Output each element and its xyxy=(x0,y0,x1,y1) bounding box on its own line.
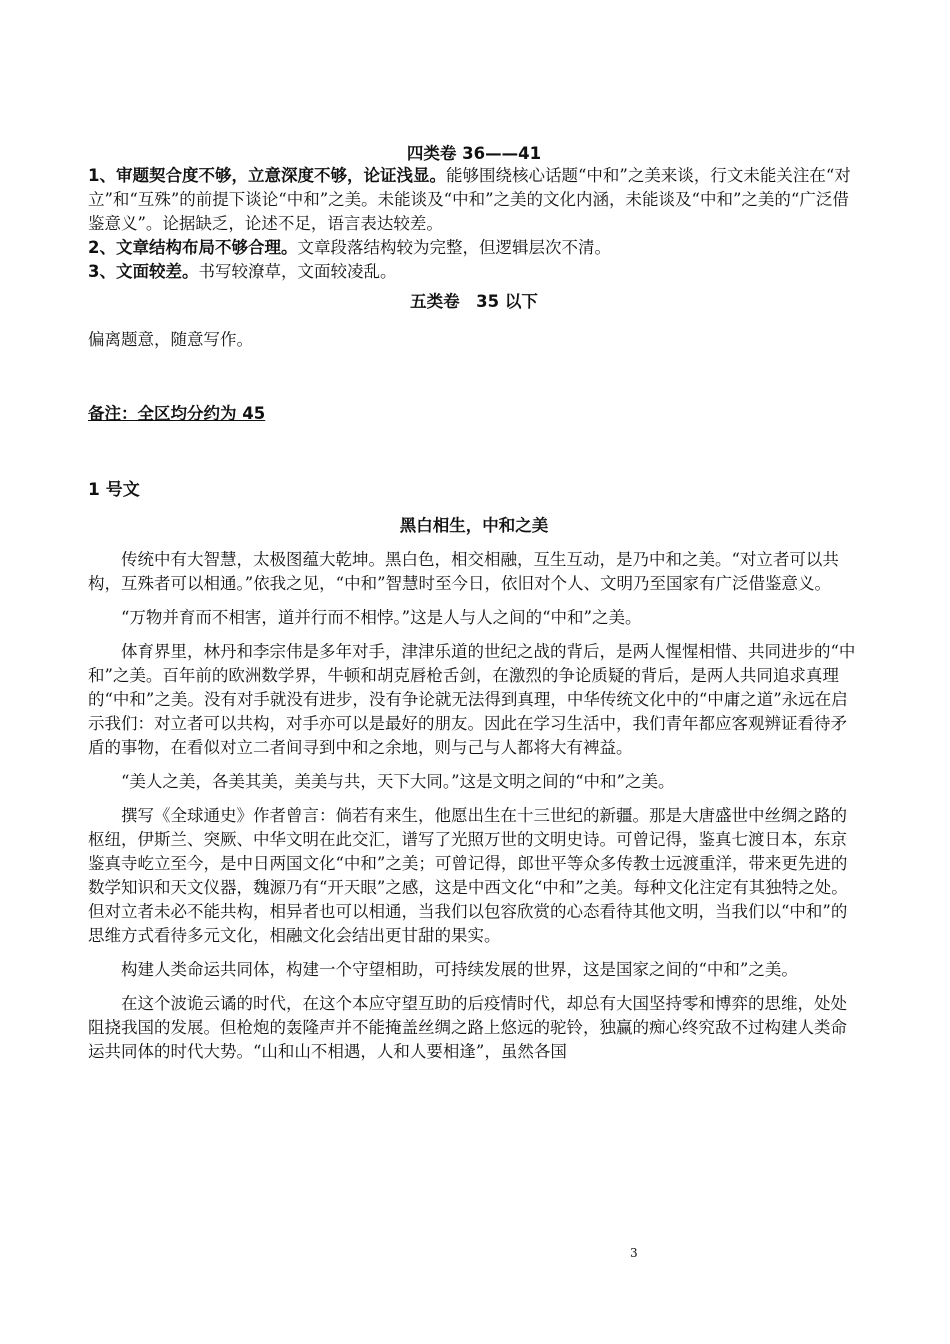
note: 备注：全区均分约为 45 xyxy=(88,404,266,423)
essay-body xyxy=(88,548,860,1074)
paragraph-1: 传统中有大智慧，太极图蕴大乾坤。黑白色，相交相融，互生互动，是乃中和之美。“对立者可以共构，互殊者可以相通。”依我之见，“中和”智慧时至今日，依旧对个人、文明乃至国家有广泛借鉴意义。 xyxy=(88,550,839,593)
criterion-1: 1、审题契合度不够，立意深度不够，论证浅显。能够围绕核心话题“中和”之美来谈，行文未能关注在“对立”和“互殊”的前提下谈论“中和”之美。未能谈及“中和”之美的文化内涵，未能谈及“中和”之美的“广泛借鉴意义”。论据缺乏，论述不足，语言表达较差。 xyxy=(88,166,851,233)
category-5-text: 偏离题意，随意写作。 xyxy=(88,330,253,349)
paragraph-6: 构建人类命运共同体，构建一个守望相助，可持续发展的世界，这是国家之间的“中和”之美。 xyxy=(121,960,798,979)
paragraph-3: 体育界里，林丹和李宗伟是多年对手，津津乐道的世纪之战的背后，是两人惺惺相惜、共同进步的“中和”之美。百年前的欧洲数学界，牛顿和胡克唇枪舌剑，在激烈的争论质疑的背后，是两人共同追求真理的“中和”之美。没有对手就没有进步，没有争论就无法得到真理，中华传统文化中的“中庸之道”永远在启示我们：对立者可以共构，对手亦可以是最好的朋友。因此在学习生活中，我们青年都应客观辨证看待矛盾的事物，在看似对立二者间寻到中和之余地，则与己与人都将大有裨益。 xyxy=(88,642,856,757)
category-4-criteria xyxy=(88,164,860,284)
criterion-3: 3、文面较差。书写较潦草，文面较凌乱。 xyxy=(88,262,397,281)
category-5-heading: 五类卷 35 以下 xyxy=(410,292,538,311)
paragraph-5: 撰写《全球通史》作者曾言：倘若有来生，他愿出生在十三世纪的新疆。那是大唐盛世中丝绸之路的枢纽，伊斯兰、突厥、中华文明在此交汇，谱写了光照万世的文明史诗。可曾记得，鉴真七渡日本，东京鉴真寺屹立至今，是中日两国文化“中和”之美；可曾记得，郎世平等众多传教士远渡重洋，带来更先进的数学知识和天文仪器，魏源乃有“开天眼”之感，这是中西文化“中和”之美。每种文化注定有其独特之处。但对立者未必不能共构，相异者也可以相通，当我们以包容欣赏的心态看待其他文明，当我们以“中和”的思维方式看待多元文化，相融文化会结出更甘甜的果实。 xyxy=(88,806,848,945)
paragraph-4: “美人之美，各美其美，美美与共，天下大同。”这是文明之间的“中和”之美。 xyxy=(121,772,675,791)
essay-number: 1 号文 xyxy=(88,480,140,500)
paragraph-7: 在这个波诡云谲的时代，在这个本应守望互助的后疫情时代，却总有大国坚持零和博弈的思维，处处阻挠我国的发展。但枪炮的轰隆声并不能掩盖丝绸之路上悠远的驼铃，独赢的痴心终究敌不过构建人类命运共同体的时代大势。“山和山不相遇，人和人要相逢”，虽然各国 xyxy=(88,994,847,1061)
category-4-heading: 四类卷 36——41 xyxy=(406,144,542,163)
essay-title: 黑白相生，中和之美 xyxy=(399,516,549,535)
paragraph-2: “万物并育而不相害，道并行而不相悖。”这是人与人之间的“中和”之美。 xyxy=(121,608,642,627)
criterion-2: 2、文章结构布局不够合理。文章段落结构较为完整，但逻辑层次不清。 xyxy=(88,238,611,257)
page-number: 3 xyxy=(630,1246,638,1260)
